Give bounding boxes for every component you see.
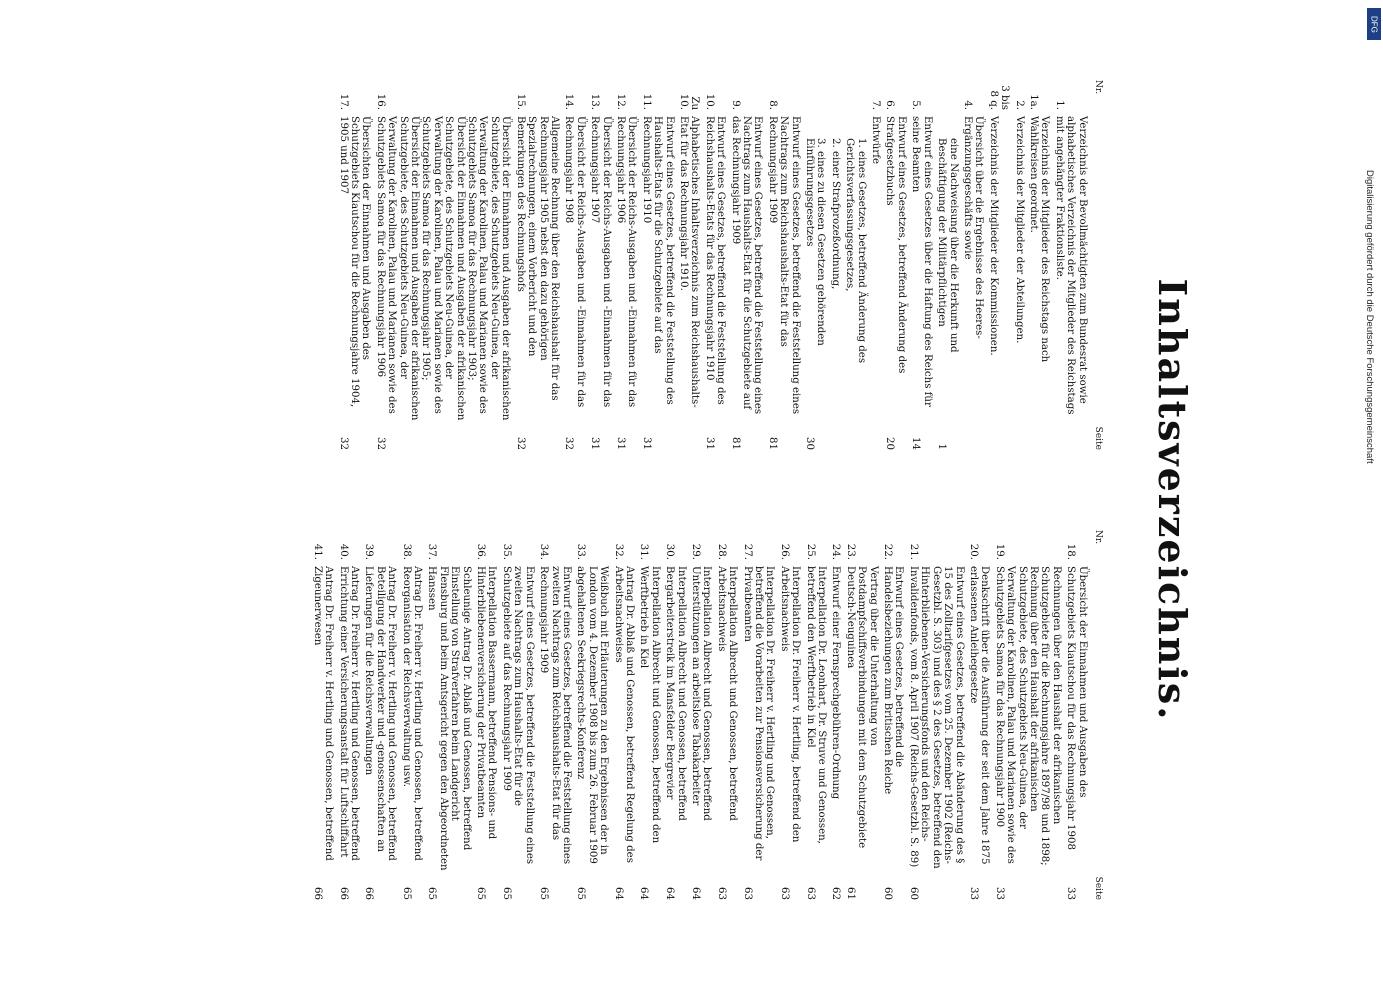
entry-title: 2. einer Strafprozeßordnung, xyxy=(829,138,841,290)
toc-entry xyxy=(678,80,701,450)
entry-number: 37. xyxy=(426,543,438,560)
entry-title: Entwurf eines Gesetzes, betreffend die Feststellung eines zweiten Nachtrags zum Reichshaushalts-Etat für das Rechnungsjahr 1909 xyxy=(538,566,572,865)
entry-page: 65 xyxy=(575,887,587,900)
entry-page: 20 xyxy=(884,437,896,450)
toc-entry xyxy=(844,530,878,900)
entry-title: Antrag Dr. Ablaß und Genossen, betreffend Regelung des Arbeitsnachweises xyxy=(612,566,635,863)
entry-title: eine Nachweisung über die Herkunft und Beschäftigung der Militärpflichtigen xyxy=(936,138,959,353)
digitization-note: Digitalisierung gefördert durch die Deutsche Forschungsgemeinschaft xyxy=(1364,170,1375,464)
entry-title: Rechnungen über den Haushalt der afrikanischen Schutzgebiete für die Rechnungsjahre 1897/98 und 1898; Rechnung über den Haushalt der afrikanischen Schutzgebiete, des Schutzgebiets Neu-Guinea, der Verwaltung der Karolinen, Palau und Marianen sowie des Schutzgebiets Samoa für das Rechnungsjahr 1900 xyxy=(993,566,1062,866)
entry-title: Interpellation Albrecht und Genossen, betreffend Arbeitsnachweis xyxy=(715,566,739,821)
entry-page: 32 xyxy=(374,437,386,450)
entry-number: 20. xyxy=(967,543,979,560)
toc-entry xyxy=(475,530,498,900)
entry-number: 29. xyxy=(690,543,701,560)
entry-number: 22. xyxy=(882,543,894,560)
toc-entry xyxy=(910,80,933,450)
entry-title: Verzeichnis der Bevollmächtigten zum Bundesrat sowie alphabetisches Verzeichnis der Mitglieder des Reichstags mit angehängter Fraktionsliste. xyxy=(1053,116,1088,415)
entry-title: 3. eines zu diesen Gesetzen gehörenden Einführungsgesetzes xyxy=(804,138,827,346)
entry-title: Verzeichnis der Mitglieder der Kommissionen. xyxy=(987,116,999,356)
entry-title: Antrag Dr. Freiherr v. Hertling und Genossen, betreffend Zigeunerwesen xyxy=(311,566,335,861)
entry-number: 8. xyxy=(766,100,778,110)
entry-number: 10. xyxy=(703,93,715,110)
toc-entry xyxy=(337,80,371,450)
entry-number: 6. xyxy=(884,100,896,110)
entry-title: Entwurf eines Gesetzes, betreffend die Abänderung des § 15 des Zolltarifgesetzes vom 25. Dezember 1902 (Reichs-Gesetzbl. S. 303) und des § 2 des Gesetzes, betreffend den Hinterbliebenen-Versicherungsfonds und den Reichs-Invalidenfonds, vom 8. April 1907 (Reichs-Gesetzbl. S. 89) xyxy=(907,566,965,869)
entry-number: 5. xyxy=(910,100,922,110)
toc-entry xyxy=(882,530,905,900)
entry-number: 28. xyxy=(715,543,727,560)
entry-number: 26. xyxy=(778,543,790,560)
entry-title: Interpellation Bassermann, betreffend Pensions- und Hinterbliebenenversicherung der Privatbeamten xyxy=(475,566,498,840)
toc-entry xyxy=(987,80,1010,450)
entry-number: 23. xyxy=(844,543,856,560)
toc-entry xyxy=(563,80,586,450)
entry-page: 1 xyxy=(936,443,948,450)
dfg-logo: DFG xyxy=(1367,8,1381,40)
entry-page: 63 xyxy=(778,887,790,900)
entry-title: Entwurf eines Gesetzes, betreffend die Feststellung des Reichshaushalts-Etats für das Rechnungsjahr 1910 xyxy=(703,116,727,405)
entry-number: 4. xyxy=(961,100,973,110)
entry-title: Vertrag über die Unterhaltung von Postdampfschiffsverbindungen mit dem Schutzgebiete Deutsch-Neuguinea xyxy=(844,566,879,849)
toc-entry xyxy=(612,530,635,900)
toc-entry xyxy=(640,80,674,450)
entry-title: Schleunige Antrag Dr. Ablaß und Genossen, betreffend Einstellung von Strafverfahren beim Landgericht Flensburg und beim Amtsgericht gegen den Abgeordneten Hanssen xyxy=(426,566,472,871)
entry-page: 66 xyxy=(363,887,375,900)
entry-title: Interpellation Albrecht und Genossen, betreffend Unterstützungen an arbeitslose Tabakarbeiter xyxy=(690,566,713,821)
entry-number: 27. xyxy=(741,543,753,560)
entry-number: 31. xyxy=(638,543,650,560)
entry-title: Interpellation Albrecht und Genossen, betreffend den Werftbetrieb in Kiel xyxy=(638,566,661,844)
entry-number: 32. xyxy=(612,543,624,560)
toc-column-right xyxy=(308,530,1103,900)
entry-title: Übersichten der Einnahmen und Ausgaben des Schutzgebiets Kiautschou für die Rechnungsjahre 1904, 1905 und 1907 xyxy=(337,116,372,408)
entry-page: 65 xyxy=(500,887,512,900)
toc-column-left xyxy=(334,80,1103,450)
entry-number: 1a. xyxy=(1027,94,1039,110)
entry-title: Antrag Dr. Freiherr v. Hertling und Genossen, betreffend Beteiligung der Handwerker und -genossenschaften an Lieferungen für die Reichsverwaltungen xyxy=(363,566,398,861)
entry-title: Übersicht über die Ergebnisse des Heeres-Ergänzungsgeschäfts sowie xyxy=(961,116,985,339)
toc-entry xyxy=(766,80,800,450)
entry-page: 64 xyxy=(612,887,624,900)
entry-page: 63 xyxy=(715,887,727,900)
toc-entry xyxy=(589,80,612,450)
entry-title: Interpellation Dr. Leonhart, Dr. Struve und Genossen, betreffend den Werftbetrieb in Kiel xyxy=(804,566,828,844)
entry-title: Entwurf einer Fernsprechgebühren-Ordnung xyxy=(830,566,842,800)
toc-entry xyxy=(729,80,763,450)
entry-number: 16. xyxy=(374,93,386,110)
entry-page: 66 xyxy=(311,887,323,900)
entry-title: Antrag Dr. Freiherr v. Hertling und Genossen, betreffend Errichtung einer Versicherungsanstalt für Luftschiffahrt xyxy=(337,566,361,861)
entry-title: Entwürfe xyxy=(870,116,882,165)
entry-page: 32 xyxy=(563,437,575,450)
entry-page: 61 xyxy=(844,887,856,900)
column-header-right xyxy=(1092,530,1103,900)
entry-page: 31 xyxy=(614,437,626,450)
toc-entry xyxy=(804,530,827,900)
entry-number: 11. xyxy=(640,93,652,110)
seite-header: Seite xyxy=(1093,876,1103,900)
entry-title: Alphabetisches Inhaltsverzeichnis zum Reichshaushalts-Etat für das Rechnungsjahr 1910. xyxy=(678,116,701,408)
entry-number: 2. xyxy=(1013,100,1025,110)
entry-number: 35. xyxy=(500,543,512,560)
entry-title: Entwurf eines Gesetzes über die Haftung des Reichs für seine Beamten xyxy=(910,116,933,407)
toc-list-right xyxy=(311,530,1087,900)
toc-entry xyxy=(1013,80,1024,450)
toc-entry xyxy=(804,80,827,450)
entry-number: 24. xyxy=(830,543,842,560)
toc-entry xyxy=(311,530,334,900)
entry-title: Entwurf eines Gesetzes, betreffend die Feststellung des Haushalts-Etats für die Schutzgebiete auf das Rechnungsjahr 1910 xyxy=(640,116,675,405)
entry-title: Übersicht der Einnahmen und Ausgaben der afrikanischen Schutzgebiete, des Schutzgebiets Neu-Guinea, der Verwaltung der Karolinen, Palau und Marianen sowie des Schutzgebiets Samoa für das Rechnungsjahr 1903; Übersicht der Einnahmen und Ausgaben der afrikanischen Schutzgebiete, des Schutzgebiets Neu-Guinea, der Verwaltung der Karolinen, Palau und Marianen sowie des Schutzgebiets Samoa für das Rechnungsjahr 1905; Übersicht der Einnahmen und Ausgaben der afrikanischen Schutzgebiete, des Schutzgebiets Neu-Guinea, der Verwaltung der Karolinen, Palau und Marianen sowie des Schutzgebiets Samoa für das Rechnungsjahr 1906 xyxy=(374,116,512,421)
entry-number: 9. xyxy=(729,100,741,110)
entry-page: 63 xyxy=(804,887,816,900)
toc-entry xyxy=(363,530,397,900)
entry-title: Entwurf eines Gesetzes, betreffend Änderung des Strafgesetzbuchs xyxy=(884,116,907,374)
entry-page: 30 xyxy=(804,437,816,450)
toc-entry xyxy=(615,80,638,450)
toc-entry xyxy=(1028,80,1051,450)
entry-page: 33 xyxy=(1065,887,1077,900)
entry-number: 17. xyxy=(337,93,349,110)
entry-number: 21. xyxy=(907,543,919,560)
toc-entry xyxy=(1053,80,1087,450)
entry-page: 60 xyxy=(907,887,919,900)
entry-page: 14 xyxy=(910,437,922,450)
entry-title: Übersicht der Reichs-Ausgaben und -Einnahmen für das Rechnungsjahr 1906 xyxy=(614,116,638,408)
entry-page: 31 xyxy=(589,437,601,450)
toc-entry xyxy=(690,530,713,900)
entry-page: 81 xyxy=(729,437,741,450)
toc-entry xyxy=(715,530,738,900)
toc-entry xyxy=(778,530,801,900)
toc-entry xyxy=(908,530,965,900)
column-header-left xyxy=(1092,80,1103,450)
entry-number: 3 bis 8 q. xyxy=(987,85,1011,110)
toc-entry xyxy=(962,80,985,450)
toc-entry xyxy=(844,80,867,450)
entry-number: 25. xyxy=(804,543,816,560)
toc-entry xyxy=(514,80,560,450)
entry-title: Entwurf eines Gesetzes, betreffend die Feststellung eines Nachtrags zum Reichshaushalts-Etat für das Rechnungsjahr 1909 xyxy=(766,116,801,415)
entry-page: 60 xyxy=(882,887,894,900)
toc-entry xyxy=(968,530,991,900)
entry-page: 66 xyxy=(337,887,349,900)
entry-page: 31 xyxy=(703,437,715,450)
toc-list-left xyxy=(337,80,1087,450)
entry-page: 62 xyxy=(830,887,842,900)
toc-entry xyxy=(829,80,840,450)
entry-number: 7. xyxy=(870,100,882,110)
toc-entry xyxy=(936,80,959,450)
toc-entry xyxy=(741,530,775,900)
entry-title: Entwurf eines Gesetzes, betreffend die Handelsbeziehungen zum Britischen Reiche xyxy=(882,566,905,795)
entry-page: 64 xyxy=(664,887,676,900)
entry-page: 64 xyxy=(690,887,701,900)
toc-entry xyxy=(374,80,511,450)
toc-entry xyxy=(638,530,661,900)
entry-title: Weißbuch mit Erläuterungen zu den Ergebnissen der in London vom 4. Dezember 1908 bis zum 26. Februar 1909 abgehaltenen Seekriegsrechts-Konferenz xyxy=(575,566,610,864)
toc-entry xyxy=(400,530,423,900)
toc-entry xyxy=(1065,530,1088,900)
entry-number: 18. xyxy=(1065,543,1077,560)
entry-title: Interpellation Dr. Freiherr v. Hertling und Genossen, betreffend die Vorarbeiten zur Pensionsversicherung der Privatbeamten xyxy=(741,566,776,861)
entry-title: Übersicht der Reichs-Ausgaben und -Einnahmen für das Rechnungsjahr 1907 xyxy=(589,116,612,408)
entry-title: Übersicht der Einnahmen und Ausgaben des Schutzgebiets Kiautschou für das Rechnungsjahr 1908 xyxy=(1065,566,1088,850)
entry-title: Allgemeine Rechnung über den Reichshaushalt für das Rechnungsjahr 1905 nebst den dazu gehörigen Spezialrechnungen, einem Vorbericht und den Bemerkungen des Rechnungshofs xyxy=(514,116,560,401)
entry-title: Entwurf eines Gesetzes, betreffend die Feststellung eines Nachtrags zum Haushalts-Etat für die Schutzgebiete auf das Rechnungsjahr 1909 xyxy=(729,116,764,415)
toc-entry xyxy=(664,530,687,900)
entry-title: Interpellation Albrecht und Genossen, betreffend Bergarbeiterstreik im Mansfelder Bergrevier xyxy=(664,566,687,821)
entry-number: 30. xyxy=(664,543,676,560)
entry-page: 33 xyxy=(967,887,979,900)
entry-page: 65 xyxy=(426,887,438,900)
page-title: Inhaltsverzeichnis. xyxy=(1150,278,1195,722)
entry-number: 12. xyxy=(614,93,626,110)
entry-page: 31 xyxy=(640,437,652,450)
toc-entry xyxy=(501,530,535,900)
entry-number: 39. xyxy=(363,543,375,560)
entry-title: Übersicht der Reichs-Ausgaben und -Einnahmen für das Rechnungsjahr 1908 xyxy=(563,116,586,408)
entry-number: 36. xyxy=(475,543,487,560)
entry-title: Verzeichnis der Mitglieder der Abteilungen. xyxy=(1013,116,1025,344)
entry-number: 1. xyxy=(1053,100,1065,110)
entry-number: 33. xyxy=(575,543,587,560)
nr-header: Nr. xyxy=(1093,530,1103,545)
entry-number: 38. xyxy=(400,543,412,560)
entry-page: 33 xyxy=(993,887,1005,900)
entry-title: 1. eines Gesetzes, betreffend Änderung des Gerichtsverfassungsgesetzes, xyxy=(844,138,867,364)
entry-number: 13. xyxy=(589,93,601,110)
seite-header: Seite xyxy=(1093,426,1103,450)
entry-page: 65 xyxy=(538,887,550,900)
entry-number: 34. xyxy=(538,543,550,560)
entry-number: 15. xyxy=(514,93,526,110)
toc-entry xyxy=(337,530,360,900)
entry-title: Entwurf eines Gesetzes, betreffend die Feststellung eines zweiten Nachtrags zum Haushalts-Etat für die Schutzgebiete auf das Rechnungsjahr 1909 xyxy=(500,566,535,865)
entry-page: 32 xyxy=(514,437,526,450)
toc-entry xyxy=(830,530,841,900)
nr-header: Nr. xyxy=(1093,80,1103,95)
entry-page: 65 xyxy=(475,887,487,900)
entry-page: 64 xyxy=(638,887,650,900)
entry-page: 65 xyxy=(400,887,412,900)
toc-entry xyxy=(884,80,907,450)
entry-title: Denkschrift über die Ausführung der seit dem Jahre 1875 erlassenen Anleihegesetze xyxy=(967,566,991,865)
entry-page: 32 xyxy=(337,437,349,450)
entry-number: 41. xyxy=(311,543,323,560)
entry-title: Antrag Dr. Freiherr v. Hertling und Genossen, betreffend Reorganisation der Reichsverwaltung usw. xyxy=(400,566,424,861)
toc-entry xyxy=(575,530,609,900)
toc-entry xyxy=(703,80,726,450)
entry-page: 63 xyxy=(741,887,753,900)
entry-page: 81 xyxy=(766,437,778,450)
entry-number: 19. xyxy=(993,543,1005,560)
entry-number: 14. xyxy=(563,93,575,110)
entry-title: Interpellation Dr. Freiherr v. Hertling, betreffend den Arbeitsnachweis xyxy=(778,566,802,843)
toc-entry xyxy=(993,530,1061,900)
toc-entry xyxy=(870,80,881,450)
entry-title: Verzeichnis der Mitglieder des Reichstags nach Wahlkreisen geordnet. xyxy=(1027,116,1051,363)
toc-entry xyxy=(426,530,472,900)
entry-number: Zu 10. xyxy=(678,93,701,110)
toc-entry xyxy=(538,530,572,900)
entry-number: 40. xyxy=(337,543,349,560)
